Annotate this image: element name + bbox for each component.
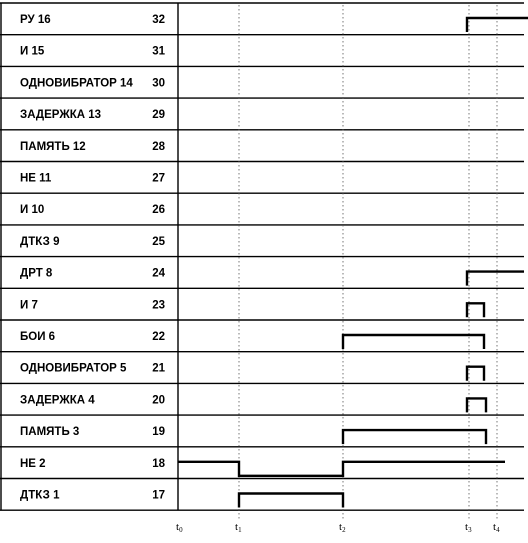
signal-waveform xyxy=(343,430,486,444)
signal-labels xyxy=(20,14,166,502)
signal-label: НЕ 2 xyxy=(20,457,46,470)
signal-number: 23 xyxy=(152,299,165,312)
signal-label: РУ 16 xyxy=(20,14,51,26)
time-marker-label: t1 xyxy=(235,521,242,535)
signal-label: ЗАДЕРЖКА 4 xyxy=(20,394,95,407)
signal-number: 19 xyxy=(152,426,165,439)
signal-number: 29 xyxy=(152,109,165,122)
signal-label: И 10 xyxy=(20,204,45,217)
signal-label: ДТКЗ 9 xyxy=(20,235,60,248)
signal-label: ПАМЯТЬ 3 xyxy=(20,426,80,439)
signal-label: И 15 xyxy=(20,45,45,58)
time-marker-guides xyxy=(239,5,497,520)
signal-number: 22 xyxy=(152,331,165,343)
signal-number: 24 xyxy=(152,267,165,280)
signal-number: 17 xyxy=(152,489,165,502)
time-marker-label: t2 xyxy=(339,521,346,535)
signal-label: БОИ 6 xyxy=(20,331,56,343)
signal-label: ДТКЗ 1 xyxy=(20,489,60,502)
signal-label: ПАМЯТЬ 12 xyxy=(20,140,86,153)
signal-number: 32 xyxy=(152,14,165,26)
signal-label: ДРТ 8 xyxy=(20,267,53,280)
signal-waveform xyxy=(467,18,528,32)
time-marker-label: t4 xyxy=(493,521,500,535)
signal-waveform xyxy=(343,335,484,349)
signal-waveforms xyxy=(178,18,528,508)
signal-number: 20 xyxy=(152,394,165,407)
signal-number: 21 xyxy=(152,362,165,375)
signal-number: 31 xyxy=(152,45,165,58)
signal-waveform xyxy=(239,494,343,508)
signal-waveform xyxy=(178,462,505,476)
signal-number: 18 xyxy=(152,457,165,470)
signal-label: ОДНОВИБРАТОР 14 xyxy=(20,77,133,90)
signal-label: ЗАДЕРЖКА 13 xyxy=(20,109,102,122)
signal-waveform xyxy=(467,367,484,381)
signal-number: 27 xyxy=(152,172,165,185)
signal-number: 30 xyxy=(152,77,165,90)
signal-waveform xyxy=(467,398,486,412)
signal-number: 28 xyxy=(152,140,165,153)
signal-waveform xyxy=(467,303,484,317)
signal-number: 25 xyxy=(152,235,165,248)
time-axis-labels xyxy=(176,521,500,534)
signal-label: НЕ 11 xyxy=(20,172,52,185)
signal-label: ОДНОВИБРАТОР 5 xyxy=(20,362,127,375)
time-marker-label: t3 xyxy=(465,521,472,535)
time-marker-label: t0 xyxy=(176,521,183,535)
signal-number: 26 xyxy=(152,204,165,217)
signal-waveform xyxy=(467,272,524,286)
signal-label: И 7 xyxy=(20,299,38,312)
